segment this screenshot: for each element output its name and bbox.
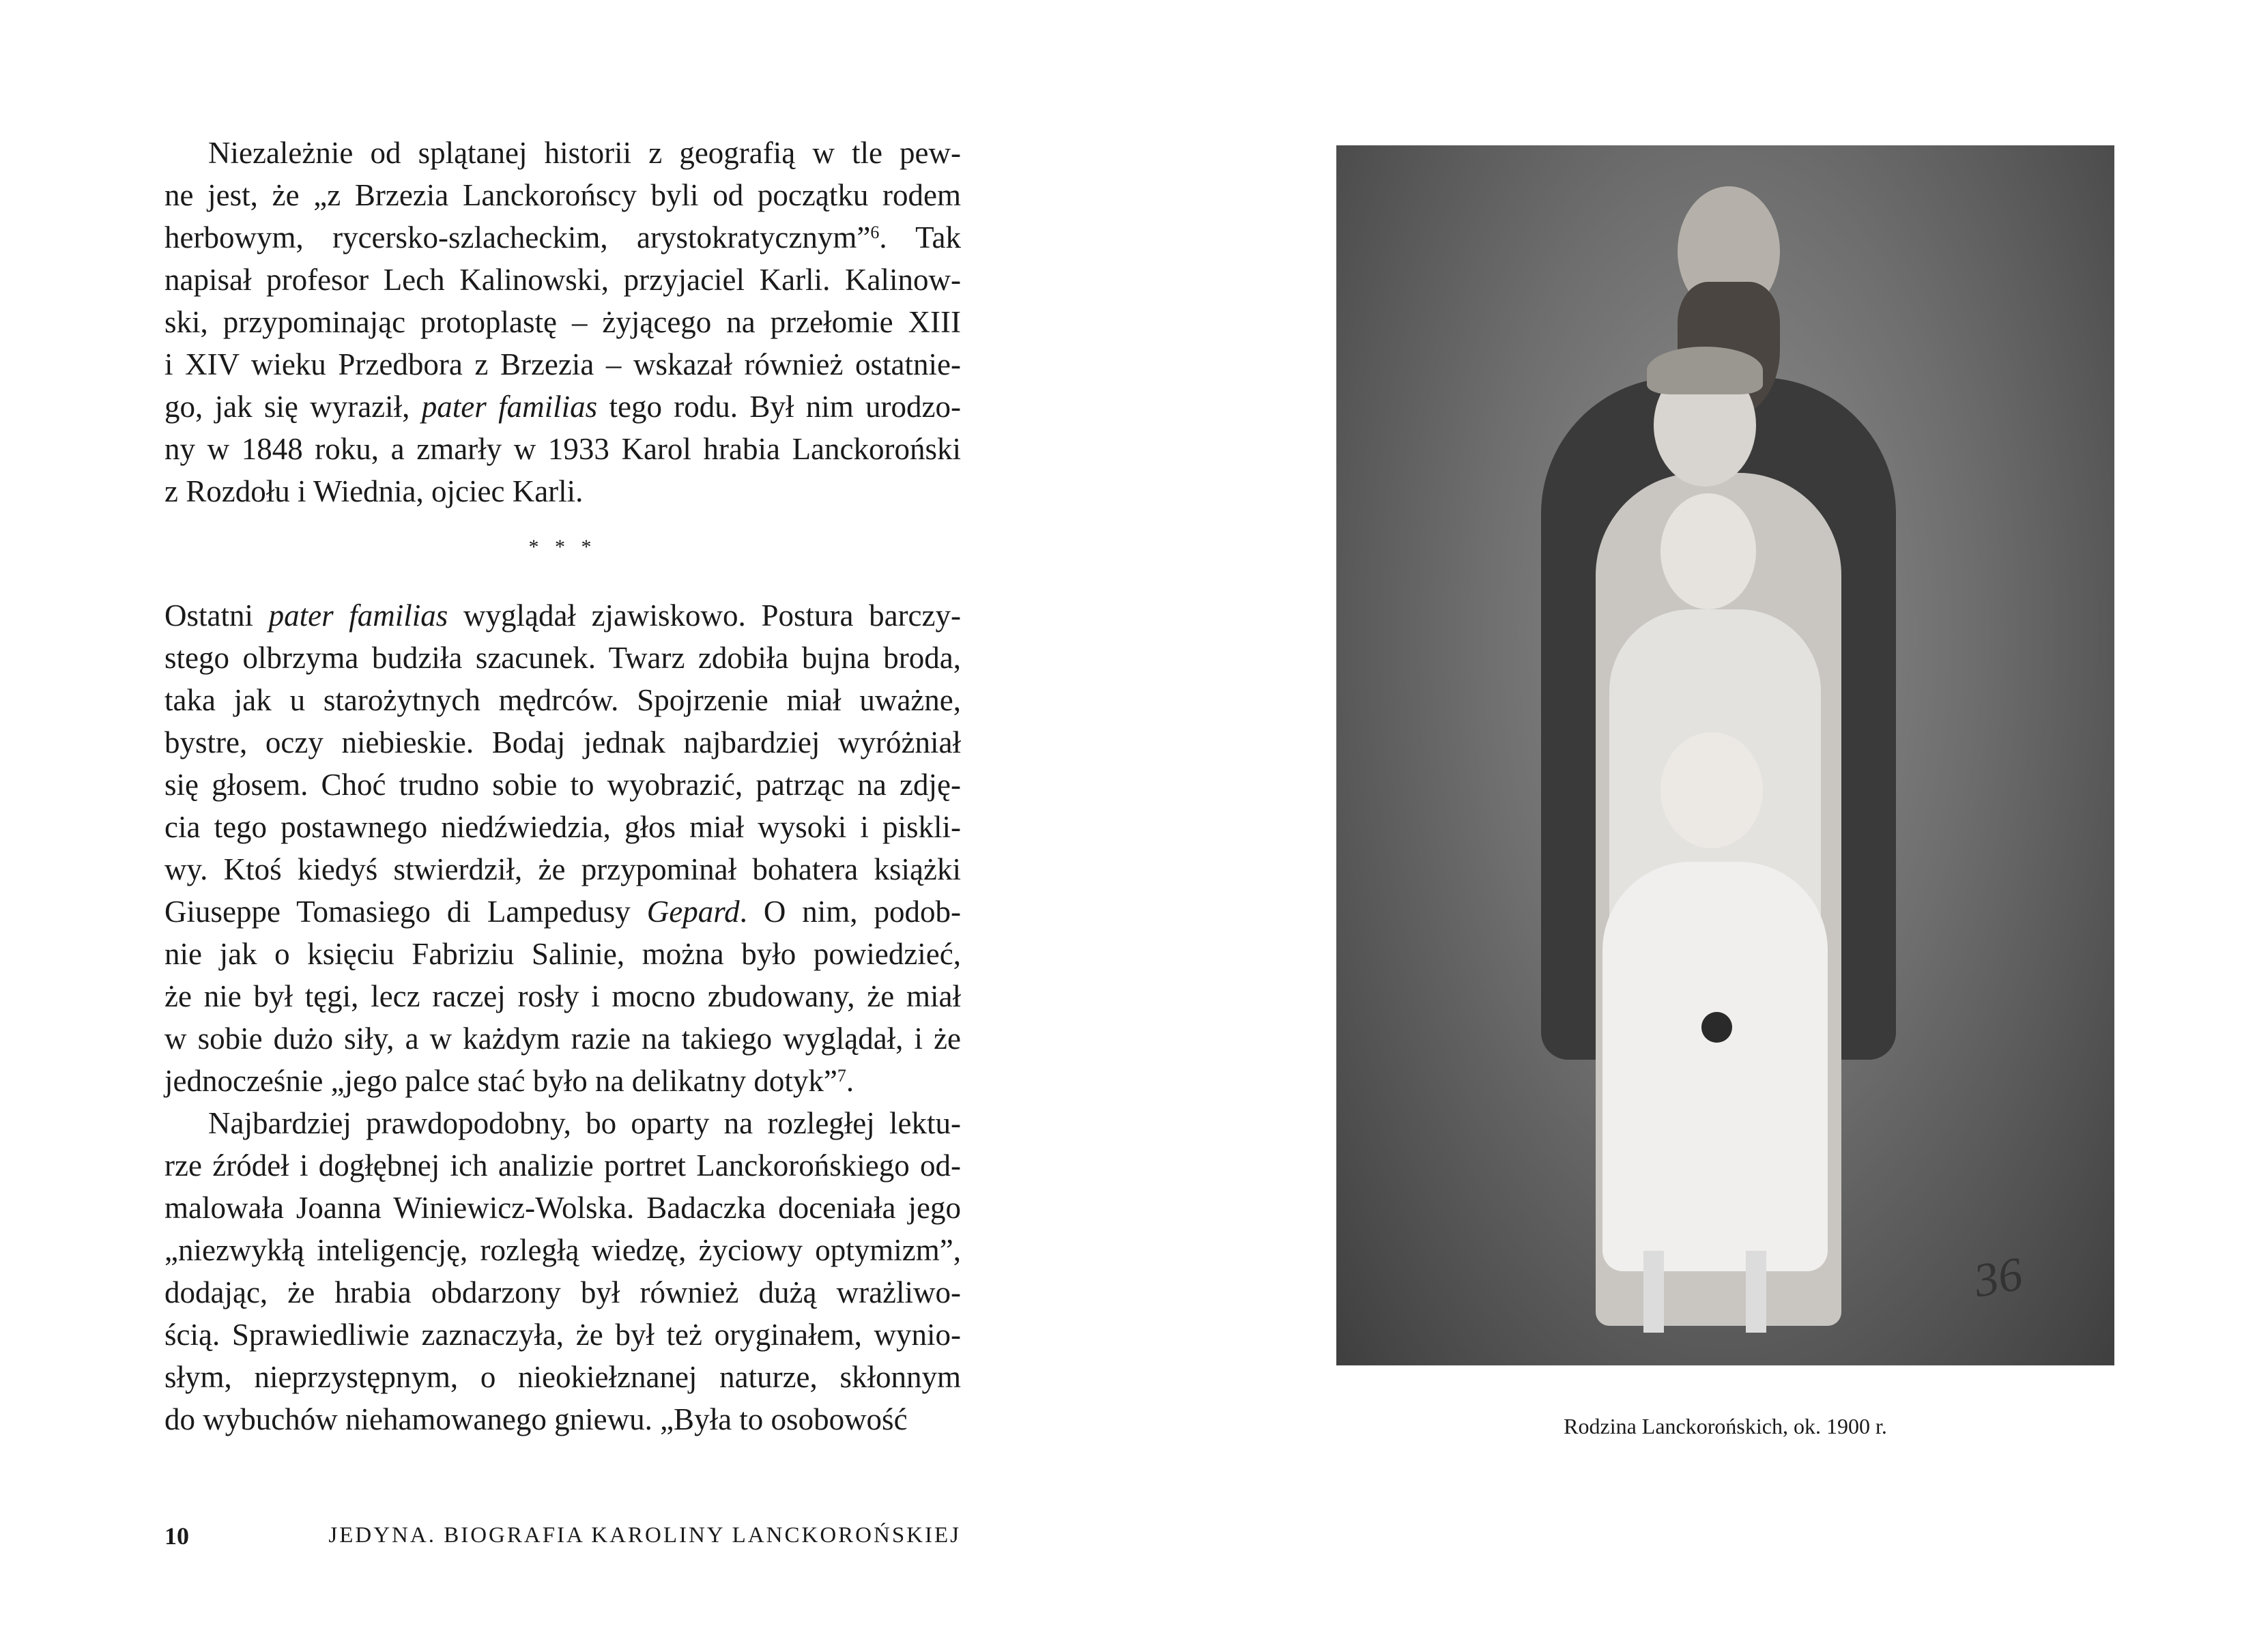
text-segment: cia tego postawnego niedźwiedzia, głos miał wysoki i piskli- xyxy=(164,810,961,844)
text-segment: napisał profesor Lech Kalinowski, przyjaciel Karli. Kalinow- xyxy=(164,263,961,297)
text-segment: ski, przypominając protoplastę – żyjącego na przełomie XIII xyxy=(164,305,961,339)
photo-caption: Rodzina Lanckorońskich, ok. 1900 r. xyxy=(1564,1414,1887,1438)
text-segment: wy. Ktoś kiedyś stwierdził, że przypominał bohatera książki xyxy=(164,852,961,886)
text-segment: nie jak o księciu Fabriziu Salinie, można było powiedzieć, xyxy=(164,937,961,971)
text-segment: w sobie dużo siły, a w każdym razie na takiego wyglądał, i że xyxy=(164,1021,961,1056)
text-segment: Gepard xyxy=(646,895,740,929)
text-line xyxy=(164,764,961,806)
text-line xyxy=(164,1229,961,1271)
text-segment: Giuseppe Tomasiego di Lampedusy xyxy=(164,895,647,929)
text-segment: taka jak u starożytnych mędrców. Spojrzenie miał uważne, xyxy=(164,683,961,717)
footnote-marker: 6 xyxy=(870,222,880,242)
text-line xyxy=(164,1314,961,1356)
text-segment: się głosem. Choć trudno sobie to wyobrazić, patrząc na zdję- xyxy=(164,768,961,802)
text-line xyxy=(164,1102,961,1144)
text-line xyxy=(164,259,961,301)
text-segment: z Rozdołu i Wiednia, ojciec Karli. xyxy=(164,474,584,508)
text-line xyxy=(164,806,961,848)
text-line xyxy=(164,174,961,216)
text-segment: . O nim, podob- xyxy=(739,895,961,929)
text-segment: ny w 1848 roku, a zmarły w 1933 Karol hrabia Lanckoroński xyxy=(164,432,961,466)
page-number: 10 xyxy=(164,1522,189,1550)
text-segment: ścią. Sprawiedliwie zaznaczyła, że był też oryginałem, wynio- xyxy=(164,1318,961,1352)
text-segment: Najbardziej prawdopodobny, bo oparty na rozległej lektu- xyxy=(208,1106,961,1140)
text-line xyxy=(164,890,961,933)
text-segment: do wybuchów niehamowanego gniewu. „Była to osobowość xyxy=(164,1402,908,1436)
text-segment: . Tak xyxy=(879,220,961,255)
text-segment: że nie był tęgi, lecz raczej rosły i mocno zbudowany, że miał xyxy=(164,979,961,1013)
text-segment: jednocześnie „jego palce stać było na delikatny dotyk” xyxy=(164,1064,837,1098)
text-line xyxy=(164,637,961,679)
text-line xyxy=(164,933,961,975)
text-segment: . xyxy=(846,1064,854,1098)
text-line xyxy=(164,679,961,721)
body-text-para1 xyxy=(164,132,961,512)
text-line xyxy=(164,428,961,470)
text-segment: słym, nieprzystępnym, o nieokiełznanej naturze, skłonnym xyxy=(164,1360,961,1394)
text-line xyxy=(164,721,961,764)
text-line xyxy=(164,1060,961,1102)
text-segment: go, jak się wyraził, xyxy=(164,390,422,424)
text-segment: rze źródeł i dogłębnej ich analizie portret Lanckorońskiego od- xyxy=(164,1148,961,1183)
text-line xyxy=(164,975,961,1017)
body-text-para2 xyxy=(164,594,961,1440)
text-segment: dodając, że hrabia obdarzony był również dużą wrażliwo- xyxy=(164,1275,961,1309)
text-line xyxy=(164,1356,961,1398)
text-line xyxy=(164,1271,961,1314)
text-segment: pater familias xyxy=(268,598,448,633)
text-segment: „niezwykłą inteligencję, rozległą wiedzę, życiowy optymizm”, xyxy=(164,1233,961,1267)
text-line xyxy=(164,1187,961,1229)
text-line xyxy=(164,132,961,174)
text-segment: bystre, oczy niebieskie. Bodaj jednak najbardziej wyróżniał xyxy=(164,725,961,759)
text-segment: Ostatni xyxy=(164,598,269,633)
text-line xyxy=(164,1017,961,1060)
text-segment: malowała Joanna Winiewicz-Wolska. Badaczka doceniała jego xyxy=(164,1191,961,1225)
text-segment: tego rodu. Był nim urodzo- xyxy=(597,390,961,424)
family-photograph xyxy=(1336,145,2114,1365)
text-segment: herbowym, rycersko-szlacheckim, arystokratycznym” xyxy=(164,220,871,255)
text-line xyxy=(164,386,961,428)
text-segment: wyglądał zjawiskowo. Postura barczy- xyxy=(448,598,961,633)
text-segment: i XIV wieku Przedbora z Brzezia – wskazał również ostatnie- xyxy=(164,347,961,381)
running-head: JEDYNA. BIOGRAFIA KAROLINY LANCKOROŃSKIEJ xyxy=(328,1523,961,1548)
text-line xyxy=(164,343,961,386)
section-separator: * * * xyxy=(528,536,597,558)
text-line xyxy=(164,848,961,890)
footnote-marker: 7 xyxy=(837,1066,846,1086)
text-line xyxy=(164,594,961,637)
handwritten-mark: 36 xyxy=(1970,1247,2027,1308)
text-segment: pater familias xyxy=(421,390,598,424)
text-segment: ne jest, że „z Brzezia Lanckorońscy byli od początku rodem xyxy=(164,178,961,212)
text-line xyxy=(164,470,961,512)
text-line xyxy=(164,1144,961,1187)
text-line xyxy=(164,1398,961,1440)
text-segment: Niezależnie od splątanej historii z geografią w tle pew- xyxy=(208,136,961,170)
text-segment: stego olbrzyma budziła szacunek. Twarz zdobiła bujna broda, xyxy=(164,641,961,675)
text-line xyxy=(164,216,961,259)
text-line xyxy=(164,301,961,343)
